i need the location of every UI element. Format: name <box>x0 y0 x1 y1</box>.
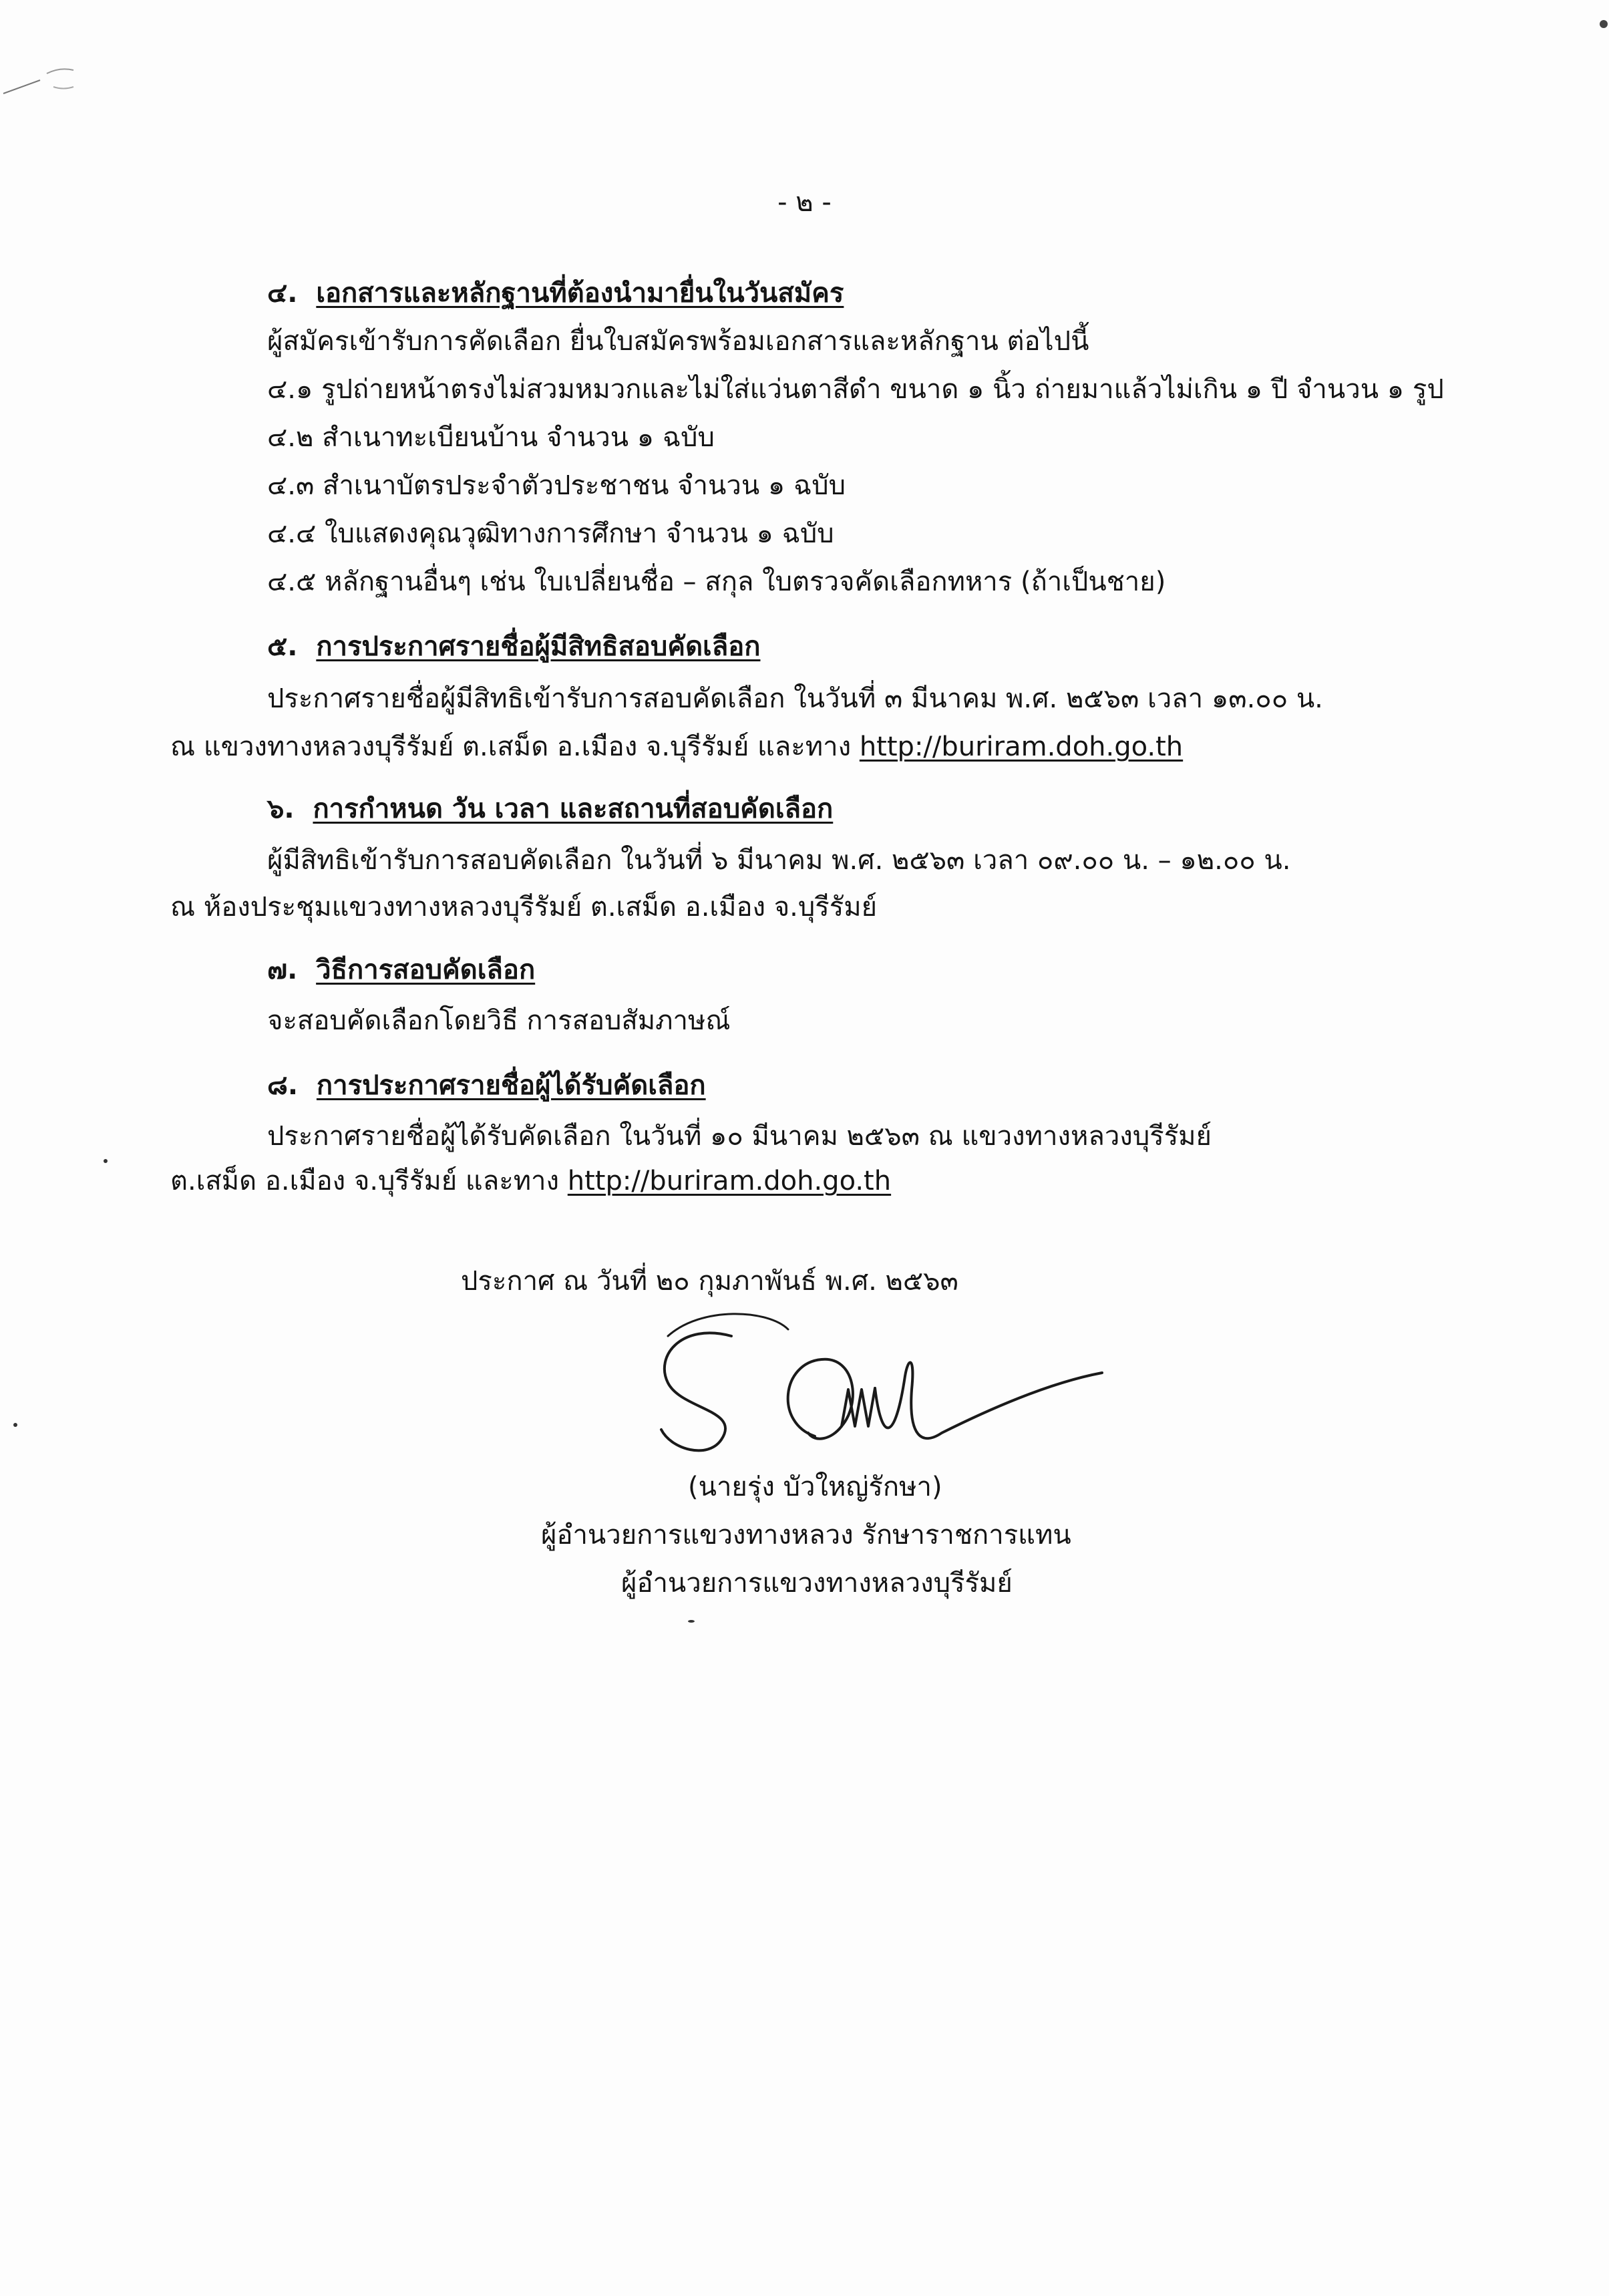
section-4-number: ๔. <box>267 278 298 309</box>
signer-name: (นายรุ่ง บัวใหญ่รักษา) <box>688 1472 942 1502</box>
section-6-line-2: ณ ห้องประชุมแขวงทางหลวงบุรีรัมย์ ต.เสม็ด อ.เมือง จ.บุรีรัมย์ <box>170 892 878 923</box>
section-5-line-2 <box>170 728 1183 766</box>
scan-speck <box>688 1620 695 1623</box>
section-5-title: การประกาศรายชื่อผู้มีสิทธิสอบคัดเลือก <box>316 631 761 662</box>
scan-speck <box>13 1423 17 1427</box>
section-8-line-2 <box>170 1162 891 1200</box>
section-4-item-1: ๔.๑ รูปถ่ายหน้าตรงไม่สวมหมวกและไม่ใส่แว่นตาสีดำ ขนาด ๑ นิ้ว ถ่ายมาแล้วไม่เกิน ๑ ปี จำนวน ๑ รูป <box>267 374 1444 405</box>
section-8-line-1: ประกาศรายชื่อผู้ได้รับคัดเลือก ในวันที่ ๑๐ มีนาคม ๒๕๖๓ ณ แขวงทางหลวงบุรีรัมย์ <box>267 1121 1212 1152</box>
section-5-line-1: ประกาศรายชื่อผู้มีสิทธิเข้ารับการสอบคัดเลือก ในวันที่ ๓ มีนาคม พ.ศ. ๒๕๖๓ เวลา ๑๓.๐๐ น. <box>267 683 1323 714</box>
section-8-number: ๘. <box>267 1070 299 1101</box>
section-7-title: วิธีการสอบคัดเลือก <box>316 955 536 985</box>
section-7-heading <box>267 951 535 989</box>
section-6-line-1: ผู้มีสิทธิเข้ารับการสอบคัดเลือก ในวันที่ ๖ มีนาคม พ.ศ. ๒๕๖๓ เวลา ๐๙.๐๐ น. – ๑๒.๐๐ น. <box>267 845 1291 876</box>
section-8-title: การประกาศรายชื่อผู้ได้รับคัดเลือก <box>316 1070 706 1101</box>
announcement-date: ประกาศ ณ วันที่ ๒๐ กุมภาพันธ์ พ.ศ. ๒๕๖๓ <box>461 1266 958 1297</box>
buriram-website-link[interactable]: http://buriram.doh.go.th <box>567 1166 892 1196</box>
scan-speck <box>104 1159 108 1163</box>
scan-artifact <box>0 33 100 107</box>
section-4-heading <box>267 275 844 312</box>
page-number: - ๒ - <box>777 187 832 218</box>
signer-position-1: ผู้อำนวยการแขวงทางหลวง รักษาราชการแทน <box>541 1520 1071 1550</box>
section-4-item-5: ๔.๕ หลักฐานอื่นๆ เช่น ใบเปลี่ยนชื่อ – สกุล ใบตรวจคัดเลือกทหาร (ถ้าเป็นชาย) <box>267 566 1166 597</box>
section-5-number: ๕. <box>267 631 298 662</box>
section-4-item-3: ๔.๓ สำเนาบัตรประจำตัวประชาชน จำนวน ๑ ฉบับ <box>267 470 846 501</box>
section-4-intro: ผู้สมัครเข้ารับการคัดเลือก ยื่นใบสมัครพร้อมเอกสารและหลักฐาน ต่อไปนี้ <box>267 326 1089 357</box>
signer-position-2: ผู้อำนวยการแขวงทางหลวงบุรีรัมย์ <box>621 1568 1013 1599</box>
section-5-line-2-text: ณ แขวงทางหลวงบุรีรัมย์ ต.เสม็ด อ.เมือง จ.บุรีรัมย์ และทาง <box>170 731 860 762</box>
section-6-number: ๖. <box>267 794 295 824</box>
section-8-heading <box>267 1067 706 1104</box>
section-8-line-2-text: ต.เสม็ด อ.เมือง จ.บุรีรัมย์ และทาง <box>170 1166 568 1196</box>
buriram-website-link[interactable]: http://buriram.doh.go.th <box>859 731 1184 762</box>
scan-speck <box>1600 20 1608 28</box>
section-5-heading <box>267 628 760 665</box>
handwritten-signature <box>641 1309 1122 1476</box>
section-4-item-4: ๔.๔ ใบแสดงคุณวุฒิทางการศึกษา จำนวน ๑ ฉบับ <box>267 518 834 549</box>
section-6-title: การกำหนด วัน เวลา และสถานที่สอบคัดเลือก <box>313 794 834 824</box>
section-6-heading <box>267 790 833 828</box>
section-7-line-1: จะสอบคัดเลือกโดยวิธี การสอบสัมภาษณ์ <box>267 1005 731 1036</box>
section-7-number: ๗. <box>267 955 298 985</box>
section-4-title: เอกสารและหลักฐานที่ต้องนำมายื่นในวันสมัคร <box>316 278 844 309</box>
section-4-item-2: ๔.๒ สำเนาทะเบียนบ้าน จำนวน ๑ ฉบับ <box>267 422 715 453</box>
